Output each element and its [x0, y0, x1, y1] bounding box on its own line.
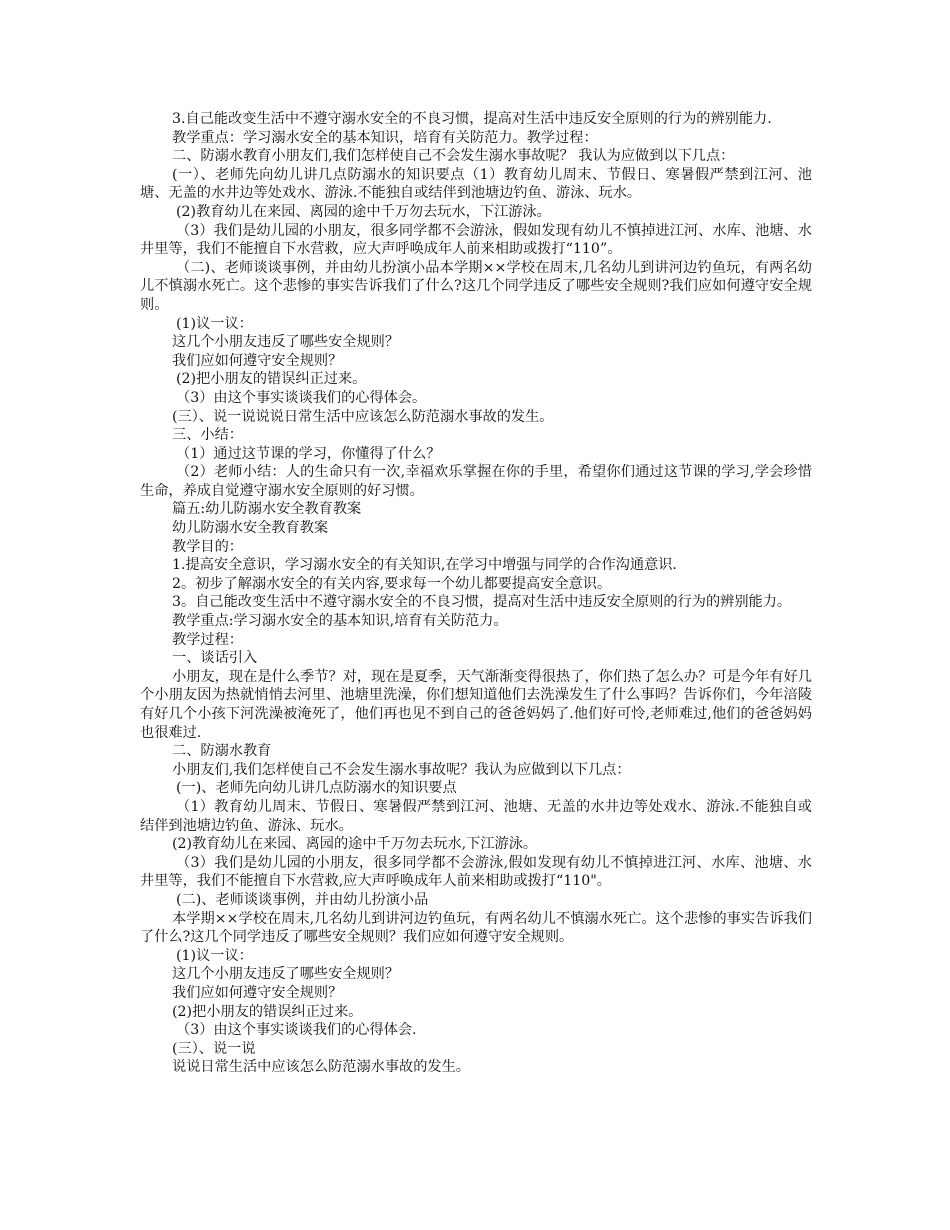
- paragraph: （2）老师小结：人的生命只有一次,幸福欢乐掌握在你的手里，希望你们通过这节课的学习,学会珍惜生命，养成自觉遵守溺水安全原则的好习惯。: [140, 464, 812, 499]
- paragraph: 二、防溺水教育小朋友们,我们怎样使自己不会发生溺水事故呢？ 我认为应做到以下几点：: [172, 148, 735, 165]
- paragraph: 一、谈话引入: [172, 650, 258, 667]
- paragraph: (一)、老师先向幼儿讲几点防溺水的知识要点: [176, 780, 457, 797]
- section-heading: 篇五:幼儿防溺水安全教育教案: [172, 501, 362, 518]
- paragraph: （1）通过这节课的学习，你懂得了什么？: [176, 445, 441, 462]
- paragraph: （3）我们是幼儿园的小朋友，很多同学都不会游泳,假如发现有幼儿不慎掉进江河、水库、池塘、水井里等，我们不能擅自下水营救,应大声呼唤成年人前来相助或拨打“110"。: [140, 854, 812, 890]
- paragraph: (2)把小朋友的错误纠正过来。: [176, 371, 367, 388]
- paragraph: （3）由这个事实谈谈我们的心得体会。: [176, 389, 427, 406]
- paragraph: (1)议一议：: [176, 315, 253, 332]
- paragraph: (三）、说一说说说日常生活中应该怎么防范溺水事故的发生。: [172, 408, 554, 425]
- paragraph: 教学重点:学习溺水安全的基本知识,培育有关防范力。: [172, 613, 508, 630]
- paragraph: 小朋友，现在是什么季节？对，现在是夏季，天气渐渐变得很热了，你们热了怎么办？可是今年有好几个小朋友因为热就悄悄去河里、池塘里洗澡，你们想知道他们去洗澡发生了什么事吗？告诉你们，今年涪陵有好几个小孩下河洗澡被淹死了，他们再也见不到自己的爸爸妈妈了.他们好可怜,老师难过,他们的爸爸妈妈也很难过.: [140, 668, 812, 741]
- paragraph: (一）、老师先向幼儿讲几点防溺水的知识要点（1）教育幼儿周末、节假日、寒暑假严禁到江河、池塘、无盖的水井边等处戏水、游泳.不能独自或结伴到池塘边钓鱼、游泳、玩水。: [140, 166, 812, 202]
- paragraph: 二、防溺水教育: [172, 743, 272, 760]
- document-title: 幼儿防溺水安全教育教案: [172, 520, 329, 537]
- paragraph: 本学期××学校在周末,几名幼儿到讲河边钓鱼玩，有两名幼儿不慎溺水死亡。这个悲惨的事实告诉我们了什么?这几个同学违反了哪些安全规则？我们应如何遵守安全规则。: [140, 910, 812, 946]
- paragraph: 教学重点：学习溺水安全的基本知识，培育有关防范力。教学过程：: [172, 129, 598, 146]
- paragraph: 3。自己能改变生活中不遵守溺水安全的不良习惯，提高对生活中违反安全原则的行为的辨别能力。: [172, 594, 792, 611]
- paragraph: (2)把小朋友的错误纠正过来。: [172, 1003, 363, 1020]
- paragraph: 1.提高安全意识，学习溺水安全的有关知识,在学习中增强与同学的合作沟通意识.: [172, 557, 677, 574]
- paragraph: 3.自己能改变生活中不遵守溺水安全的不良习惯，提高对生活中违反安全原则的行为的辨别能力.: [172, 111, 772, 127]
- paragraph: 2。初步了解溺水安全的有关内容,要求每一个幼儿都要提高安全意识。: [172, 575, 612, 592]
- paragraph: (二)、老师谈谈事例，并由幼儿扮演小品: [176, 891, 429, 908]
- paragraph: (2)教育幼儿在来园、离园的途中千万勿去玩水，下江游泳。: [176, 203, 551, 220]
- paragraph: (1)议一议：: [176, 947, 253, 964]
- paragraph: 这几个小朋友违反了哪些安全规则？: [172, 334, 400, 351]
- paragraph: （3）由这个事实谈谈我们的心得体会.: [176, 1022, 417, 1039]
- paragraph: (2)教育幼儿在来园、离园的途中千万勿去玩水,下江游泳。: [172, 836, 538, 853]
- paragraph: 三、小结：: [172, 427, 243, 444]
- paragraph: 这几个小朋友违反了哪些安全规则？: [172, 966, 400, 983]
- paragraph: （二)、老师谈谈事例，并由幼儿扮演小品本学期××学校在周末,几名幼儿到讲河边钓鱼玩，有两名幼儿不慎溺水死亡。这个悲惨的事实告诉我们了什么?这几个同学违反了哪些安全规则?我们应如何遵守安全规则。: [140, 259, 812, 313]
- paragraph: 我们应如何遵守安全规则？: [172, 352, 343, 369]
- paragraph: （3）我们是幼儿园的小朋友，很多同学都不会游泳，假如发现有幼儿不慎掉进江河、水库、池塘、水井里等，我们不能擅自下水营救，应大声呼唤成年人前来相助或拨打“110”。: [140, 222, 812, 258]
- document-body: [140, 110, 812, 1077]
- paragraph: （1）教育幼儿周末、节假日、寒暑假严禁到江河、池塘、无盖的水井边等处戏水、游泳.不能独自或结伴到池塘边钓鱼、游泳、玩水。: [140, 798, 812, 834]
- paragraph: 教学过程：: [172, 631, 243, 648]
- paragraph: (三）、说一说: [172, 1040, 256, 1057]
- paragraph: 小朋友们,我们怎样使自己不会发生溺水事故呢？我认为应做到以下几点：: [172, 761, 631, 778]
- paragraph: 说说日常生活中应该怎么防范溺水事故的发生。: [172, 1059, 470, 1076]
- paragraph: 我们应如何遵守安全规则？: [172, 984, 343, 1001]
- paragraph: 教学目的：: [172, 538, 243, 555]
